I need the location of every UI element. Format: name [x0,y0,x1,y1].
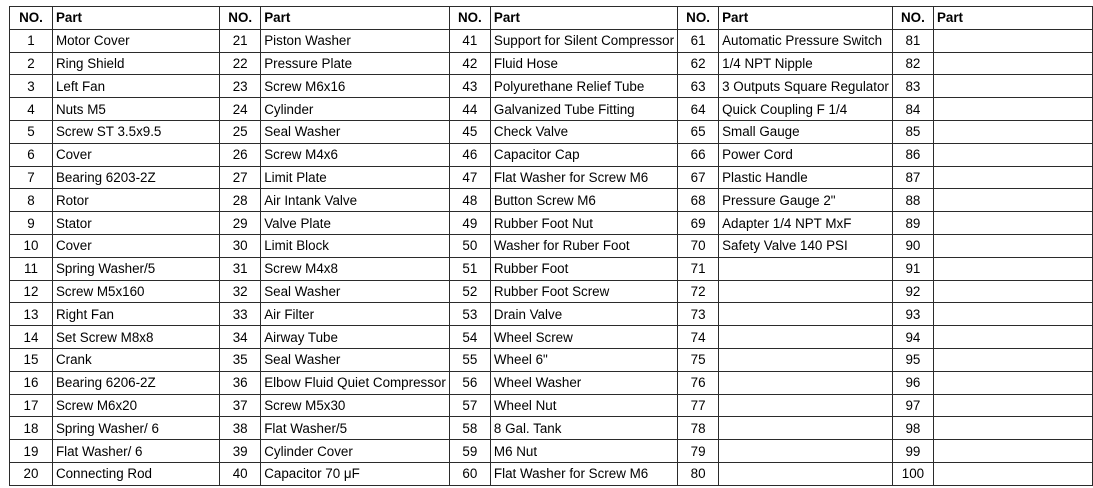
part-number-cell: 10 [10,234,53,257]
part-name-cell [933,348,1092,371]
part-name-cell: Wheel Nut [490,394,677,417]
part-number-cell: 51 [449,257,490,280]
part-name-cell: Wheel 6" [490,348,677,371]
part-number-cell: 14 [10,326,53,349]
part-name-cell: Screw M4x6 [261,143,450,166]
part-number-cell: 46 [449,143,490,166]
part-name-cell: 1/4 NPT Nipple [719,52,893,75]
part-number-cell: 77 [678,394,719,417]
part-number-cell: 7 [10,166,53,189]
part-number-cell: 91 [892,257,933,280]
part-number-cell: 96 [892,371,933,394]
table-row [10,189,1093,212]
table-row [10,257,1093,280]
part-number-cell: 2 [10,52,53,75]
part-name-cell: 8 Gal. Tank [490,417,677,440]
part-name-cell [719,326,893,349]
part-name-cell: Cylinder Cover [261,440,450,463]
part-number-cell: 62 [678,52,719,75]
table-row [10,52,1093,75]
part-number-cell: 85 [892,120,933,143]
part-number-cell: 70 [678,234,719,257]
part-number-cell: 20 [10,462,53,485]
part-name-cell: Drain Valve [490,303,677,326]
part-number-cell: 39 [220,440,261,463]
part-name-cell [933,189,1092,212]
table-row [10,394,1093,417]
part-number-cell: 23 [220,75,261,98]
part-number-cell: 8 [10,189,53,212]
part-number-cell: 12 [10,280,53,303]
part-number-cell: 41 [449,29,490,52]
part-name-cell [719,394,893,417]
header-row [10,7,1093,30]
part-name-cell: Stator [52,212,219,235]
part-number-cell: 83 [892,75,933,98]
part-name-cell [933,280,1092,303]
header-no: NO. [220,7,261,30]
part-name-cell [933,120,1092,143]
part-name-cell: Bearing 6203-2Z [52,166,219,189]
part-name-cell [933,75,1092,98]
part-number-cell: 47 [449,166,490,189]
part-name-cell: Safety Valve 140 PSI [719,234,893,257]
part-number-cell: 48 [449,189,490,212]
part-number-cell: 9 [10,212,53,235]
part-name-cell [933,326,1092,349]
part-name-cell: Valve Plate [261,212,450,235]
header-part: Part [719,7,893,30]
part-name-cell: 3 Outputs Square Regulator [719,75,893,98]
part-name-cell: Washer for Ruber Foot [490,234,677,257]
part-name-cell [719,462,893,485]
part-number-cell: 15 [10,348,53,371]
part-number-cell: 79 [678,440,719,463]
part-name-cell [719,371,893,394]
part-number-cell: 6 [10,143,53,166]
part-number-cell: 90 [892,234,933,257]
part-number-cell: 92 [892,280,933,303]
part-name-cell: Set Screw M8x8 [52,326,219,349]
part-name-cell: Screw M5x160 [52,280,219,303]
part-name-cell: Cover [52,234,219,257]
part-name-cell [719,280,893,303]
table-row [10,75,1093,98]
part-name-cell: Cylinder [261,98,450,121]
part-name-cell: Polyurethane Relief Tube [490,75,677,98]
part-number-cell: 57 [449,394,490,417]
part-name-cell: Bearing 6206-2Z [52,371,219,394]
part-name-cell: Air Filter [261,303,450,326]
table-row [10,348,1093,371]
part-number-cell: 73 [678,303,719,326]
part-number-cell: 97 [892,394,933,417]
part-name-cell [933,303,1092,326]
part-name-cell [933,234,1092,257]
part-number-cell: 99 [892,440,933,463]
part-number-cell: 38 [220,417,261,440]
part-number-cell: 40 [220,462,261,485]
part-name-cell: Seal Washer [261,120,450,143]
part-name-cell: Check Valve [490,120,677,143]
header-no: NO. [892,7,933,30]
part-number-cell: 63 [678,75,719,98]
part-name-cell [933,98,1092,121]
table-row [10,417,1093,440]
part-number-cell: 80 [678,462,719,485]
header-no: NO. [678,7,719,30]
part-name-cell: Elbow Fluid Quiet Compressor [261,371,450,394]
part-name-cell: Support for Silent Compressor [490,29,677,52]
part-name-cell: Seal Washer [261,280,450,303]
part-number-cell: 75 [678,348,719,371]
part-name-cell: Spring Washer/5 [52,257,219,280]
part-name-cell: Nuts M5 [52,98,219,121]
part-name-cell: Rubber Foot Screw [490,280,677,303]
part-name-cell: Limit Plate [261,166,450,189]
part-name-cell [933,212,1092,235]
part-number-cell: 68 [678,189,719,212]
table-row [10,440,1093,463]
part-number-cell: 54 [449,326,490,349]
part-name-cell: Rubber Foot [490,257,677,280]
part-name-cell [933,143,1092,166]
part-number-cell: 93 [892,303,933,326]
part-number-cell: 69 [678,212,719,235]
part-number-cell: 86 [892,143,933,166]
part-number-cell: 82 [892,52,933,75]
part-number-cell: 45 [449,120,490,143]
part-name-cell [719,348,893,371]
part-name-cell: Wheel Washer [490,371,677,394]
part-name-cell: Motor Cover [52,29,219,52]
part-number-cell: 55 [449,348,490,371]
header-part: Part [490,7,677,30]
part-number-cell: 44 [449,98,490,121]
part-number-cell: 87 [892,166,933,189]
part-number-cell: 28 [220,189,261,212]
part-name-cell: Flat Washer for Screw M6 [490,462,677,485]
part-name-cell: Capacitor Cap [490,143,677,166]
part-name-cell [933,29,1092,52]
part-name-cell [933,440,1092,463]
part-name-cell: Pressure Plate [261,52,450,75]
part-number-cell: 1 [10,29,53,52]
part-number-cell: 3 [10,75,53,98]
part-name-cell: Plastic Handle [719,166,893,189]
part-name-cell: Connecting Rod [52,462,219,485]
header-part: Part [933,7,1092,30]
part-number-cell: 89 [892,212,933,235]
table-row [10,280,1093,303]
part-name-cell: Spring Washer/ 6 [52,417,219,440]
part-number-cell: 60 [449,462,490,485]
part-number-cell: 76 [678,371,719,394]
parts-list-sheet [9,6,1093,486]
part-number-cell: 19 [10,440,53,463]
part-number-cell: 13 [10,303,53,326]
parts-table-body [10,29,1093,485]
part-name-cell: Button Screw M6 [490,189,677,212]
part-name-cell [933,52,1092,75]
part-name-cell: Piston Washer [261,29,450,52]
part-number-cell: 74 [678,326,719,349]
part-number-cell: 31 [220,257,261,280]
part-number-cell: 4 [10,98,53,121]
part-name-cell: Wheel Screw [490,326,677,349]
header-part: Part [52,7,219,30]
part-name-cell: Left Fan [52,75,219,98]
part-number-cell: 56 [449,371,490,394]
part-name-cell: Screw M4x8 [261,257,450,280]
table-row [10,303,1093,326]
table-row [10,120,1093,143]
part-name-cell: Limit Block [261,234,450,257]
part-number-cell: 78 [678,417,719,440]
part-number-cell: 34 [220,326,261,349]
part-name-cell: Seal Washer [261,348,450,371]
table-row [10,234,1093,257]
part-name-cell [933,462,1092,485]
part-name-cell: Air Intank Valve [261,189,450,212]
part-number-cell: 25 [220,120,261,143]
part-name-cell: Crank [52,348,219,371]
part-name-cell [933,417,1092,440]
part-number-cell: 43 [449,75,490,98]
part-name-cell: Galvanized Tube Fitting [490,98,677,121]
part-number-cell: 36 [220,371,261,394]
part-name-cell: Small Gauge [719,120,893,143]
part-number-cell: 72 [678,280,719,303]
part-number-cell: 58 [449,417,490,440]
part-name-cell [719,303,893,326]
part-number-cell: 26 [220,143,261,166]
part-number-cell: 22 [220,52,261,75]
part-number-cell: 49 [449,212,490,235]
header-part: Part [261,7,450,30]
part-name-cell [719,417,893,440]
part-name-cell [933,394,1092,417]
header-no: NO. [10,7,53,30]
table-row [10,143,1093,166]
part-number-cell: 5 [10,120,53,143]
part-number-cell: 37 [220,394,261,417]
part-name-cell [933,371,1092,394]
part-number-cell: 98 [892,417,933,440]
part-name-cell: Flat Washer/ 6 [52,440,219,463]
table-row [10,371,1093,394]
part-number-cell: 30 [220,234,261,257]
part-name-cell: Pressure Gauge 2" [719,189,893,212]
part-name-cell: Power Cord [719,143,893,166]
part-number-cell: 61 [678,29,719,52]
part-name-cell: Flat Washer/5 [261,417,450,440]
part-name-cell: Rubber Foot Nut [490,212,677,235]
part-number-cell: 94 [892,326,933,349]
parts-table [9,6,1093,486]
part-number-cell: 50 [449,234,490,257]
part-number-cell: 53 [449,303,490,326]
part-number-cell: 84 [892,98,933,121]
table-row [10,166,1093,189]
part-number-cell: 88 [892,189,933,212]
table-row [10,98,1093,121]
part-name-cell: Airway Tube [261,326,450,349]
part-number-cell: 64 [678,98,719,121]
part-name-cell: Cover [52,143,219,166]
part-name-cell [719,440,893,463]
part-name-cell [933,257,1092,280]
header-no: NO. [449,7,490,30]
table-row [10,29,1093,52]
part-number-cell: 71 [678,257,719,280]
part-name-cell: M6 Nut [490,440,677,463]
part-name-cell: Screw M5x30 [261,394,450,417]
part-number-cell: 32 [220,280,261,303]
part-number-cell: 81 [892,29,933,52]
part-name-cell: Screw M6x16 [261,75,450,98]
table-row [10,462,1093,485]
part-number-cell: 27 [220,166,261,189]
table-row [10,326,1093,349]
part-name-cell: Screw M6x20 [52,394,219,417]
part-name-cell: Screw ST 3.5x9.5 [52,120,219,143]
part-number-cell: 59 [449,440,490,463]
part-number-cell: 17 [10,394,53,417]
part-number-cell: 66 [678,143,719,166]
part-name-cell: Capacitor 70 μF [261,462,450,485]
part-name-cell: Right Fan [52,303,219,326]
part-number-cell: 52 [449,280,490,303]
part-number-cell: 42 [449,52,490,75]
part-number-cell: 35 [220,348,261,371]
part-number-cell: 65 [678,120,719,143]
part-number-cell: 11 [10,257,53,280]
part-number-cell: 16 [10,371,53,394]
part-name-cell: Adapter 1/4 NPT MxF [719,212,893,235]
part-number-cell: 33 [220,303,261,326]
part-number-cell: 29 [220,212,261,235]
part-number-cell: 95 [892,348,933,371]
part-number-cell: 100 [892,462,933,485]
part-name-cell [933,166,1092,189]
part-number-cell: 18 [10,417,53,440]
part-name-cell [719,257,893,280]
part-number-cell: 67 [678,166,719,189]
part-name-cell: Rotor [52,189,219,212]
part-number-cell: 21 [220,29,261,52]
part-name-cell: Fluid Hose [490,52,677,75]
part-name-cell: Flat Washer for Screw M6 [490,166,677,189]
table-row [10,212,1093,235]
part-name-cell: Quick Coupling F 1/4 [719,98,893,121]
part-name-cell: Automatic Pressure Switch [719,29,893,52]
part-name-cell: Ring Shield [52,52,219,75]
part-number-cell: 24 [220,98,261,121]
